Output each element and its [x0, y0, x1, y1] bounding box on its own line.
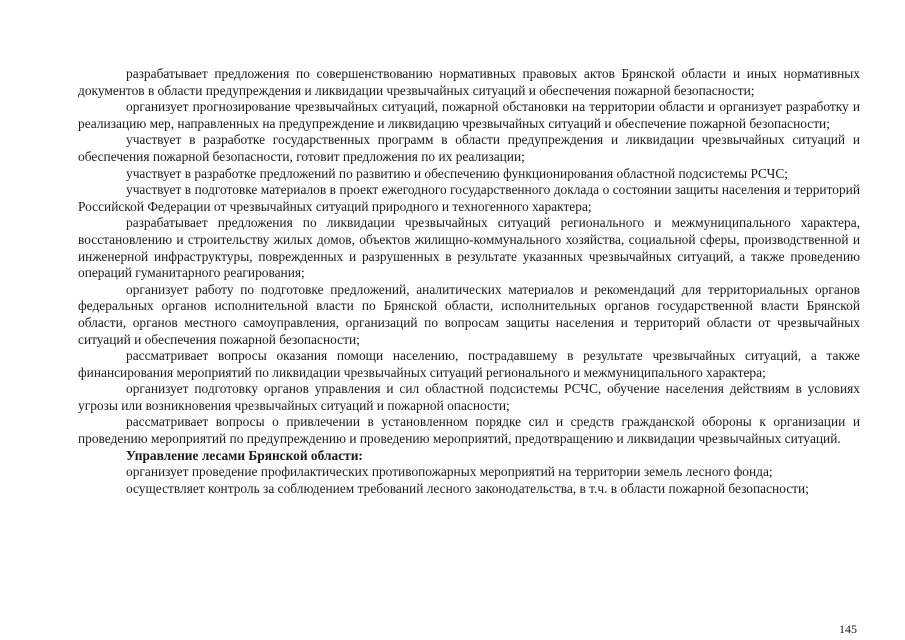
paragraph-2: организует прогнозирование чрезвычайных ситуаций, пожарной обстановки на территории области и организует разработку и реализацию мер, направленных на предупреждение и ликвидацию чрезвычайных ситуаций и обеспечение пожарной безопасности;: [78, 99, 860, 131]
paragraph-1: разрабатывает предложения по совершенствованию нормативных правовых актов Брянской области и иных нормативных документов в области предупреждения и ликвидации чрезвычайных ситуаций и обеспечения пожарной безопасности;: [78, 66, 860, 98]
paragraph-8: рассматривает вопросы оказания помощи населению, пострадавшему в результате чрезвычайных ситуаций, а также финансирования мероприятий по ликвидации чрезвычайных ситуаций регионального и межмуниципального характера;: [78, 348, 860, 380]
paragraph-9: организует подготовку органов управления и сил областной подсистемы РСЧС, обучение населения действиям в условиях угрозы или возникновения чрезвычайных ситуаций и пожарной опасности;: [78, 381, 860, 413]
paragraph-4: участвует в разработке предложений по развитию и обеспечению функционирования областной подсистемы РСЧС;: [126, 165, 789, 181]
paragraph-12: осуществляет контроль за соблюдением требований лесного законодательства, в т.ч. в области пожарной безопасности;: [126, 480, 809, 496]
paragraph-3: участвует в разработке государственных программ в области предупреждения и ликвидации чрезвычайных ситуаций и обеспечения пожарной безопасности, готовит предложения по их реализации;: [78, 132, 860, 164]
paragraph-7: организует работу по подготовке предложений, аналитических материалов и рекомендаций для территориальных органов федеральных органов исполнительной власти по Брянской области, исполнительных органов государственной власти Брянской области, органов местного самоуправления, организаций по вопросам защиты населения и территорий области от чрезвычайных ситуаций и обеспечения пожарной безопасности;: [78, 281, 860, 347]
paragraph-10: рассматривает вопросы о привлечении в установленном порядке сил и средств гражданской обороны к организации и проведению мероприятий по предупреждению и проведению мероприятий, предотвращению и ликвидации чрезвычайных ситуаций.: [78, 414, 860, 447]
page-number: 145: [839, 622, 857, 636]
section-title: Управление лесами Брянской области:: [126, 447, 363, 463]
paragraph-11: организует проведение профилактических противопожарных мероприятий на территории земель лесного фонда;: [126, 464, 773, 480]
paragraph-5: участвует в подготовке материалов в проект ежегодного государственного доклада о состоянии защиты населения и территорий Российской Федерации от чрезвычайных ситуаций природного и техногенного характера;: [78, 182, 860, 214]
document-page: [78, 66, 860, 497]
paragraph-6: разрабатывает предложения по ликвидации чрезвычайных ситуаций регионального и межмуниципального характера, восстановлению и строительству жилых домов, объектов жилищно-коммунального хозяйства, социальной сферы, производственной и инженерной инфраструктуры, поврежденных и разрушенных в результате указанных чрезвычайных ситуаций, а также проведению операций гуманитарного реагирования;: [78, 215, 860, 281]
